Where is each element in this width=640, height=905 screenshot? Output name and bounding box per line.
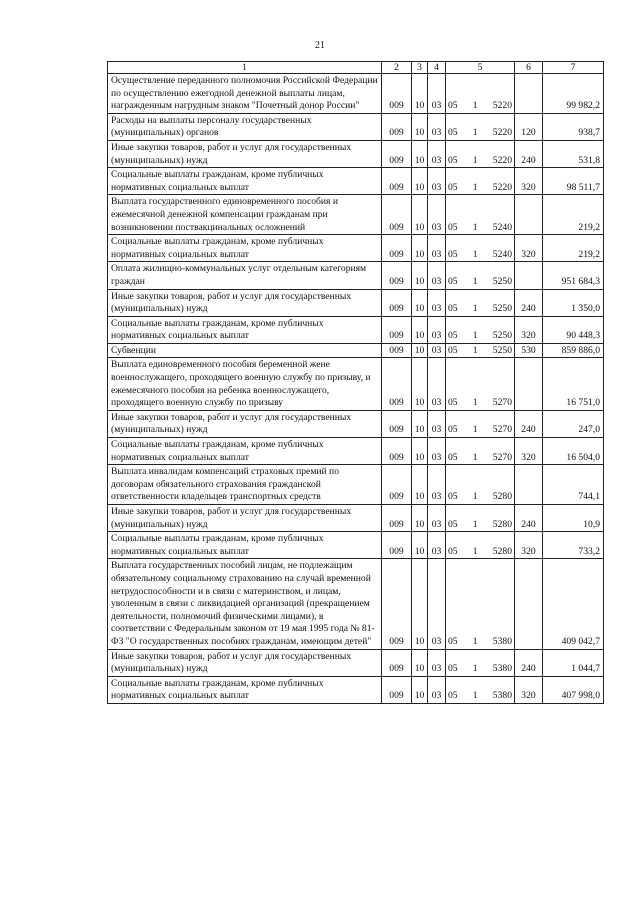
row-target-article-part: 1 — [472, 663, 478, 675]
row-target-article-part: 5250 — [492, 330, 512, 342]
row-expense-type-cell: 120 — [515, 113, 543, 140]
row-section-cell: 10 — [412, 358, 428, 410]
row-expense-type-cell — [515, 559, 543, 649]
row-target-article-part: 5270 — [492, 397, 512, 409]
row-target-article-cell — [446, 410, 515, 437]
row-target-article-part: 5280 — [492, 491, 512, 503]
row-target-article-cell — [446, 649, 515, 676]
row-amount-cell: 951 684,3 — [543, 262, 604, 289]
row-name-cell: Выплата государственного единовременного пособия и ежемесячной денежной компенсации гражданам при возникновении поствакцинальных осложнений — [108, 195, 382, 235]
row-section-cell: 10 — [412, 74, 428, 114]
row-name-cell: Социальные выплаты гражданам, кроме публичных нормативных социальных выплат — [108, 168, 382, 195]
row-target-article-part: 5250 — [492, 275, 512, 287]
table-row — [108, 235, 604, 262]
row-target-article-part: 05 — [448, 330, 458, 342]
row-code-cell: 009 — [382, 465, 412, 505]
row-target-article-part: 05 — [448, 397, 458, 409]
row-amount-cell: 744,1 — [543, 465, 604, 505]
table-row — [108, 289, 604, 316]
row-code-cell: 009 — [382, 676, 412, 703]
row-target-article-part: 5220 — [492, 181, 512, 193]
row-subsection-cell: 03 — [428, 465, 446, 505]
row-subsection-cell: 03 — [428, 358, 446, 410]
row-target-article-part: 5280 — [492, 518, 512, 530]
row-code-cell: 009 — [382, 649, 412, 676]
row-subsection-cell: 03 — [428, 140, 446, 167]
row-code-cell: 009 — [382, 74, 412, 114]
table-row — [108, 358, 604, 410]
row-target-article-part: 1 — [472, 690, 478, 702]
row-code-cell: 009 — [382, 140, 412, 167]
row-target-article-cell — [446, 559, 515, 649]
table-body — [108, 62, 604, 704]
budget-table — [107, 61, 604, 704]
row-name-cell: Социальные выплаты гражданам, кроме публичных нормативных социальных выплат — [108, 235, 382, 262]
row-section-cell: 10 — [412, 676, 428, 703]
row-target-article-part: 5240 — [492, 221, 512, 233]
column-header-1: 1 — [108, 62, 382, 74]
row-subsection-cell: 03 — [428, 316, 446, 343]
row-code-cell: 009 — [382, 113, 412, 140]
row-amount-cell: 98 511,7 — [543, 168, 604, 195]
row-expense-type-cell: 240 — [515, 410, 543, 437]
row-target-article-part: 5380 — [492, 663, 512, 675]
row-target-article-part: 1 — [472, 424, 478, 436]
table-row — [108, 676, 604, 703]
row-expense-type-cell: 320 — [515, 235, 543, 262]
row-target-article-cell — [446, 358, 515, 410]
row-subsection-cell: 03 — [428, 505, 446, 532]
row-expense-type-cell — [515, 465, 543, 505]
row-target-article-part: 5270 — [492, 424, 512, 436]
row-section-cell: 10 — [412, 465, 428, 505]
row-target-article-part: 5250 — [492, 344, 512, 356]
column-header-3: 3 — [412, 62, 428, 74]
row-subsection-cell: 03 — [428, 289, 446, 316]
row-expense-type-cell — [515, 74, 543, 114]
column-header-2: 2 — [382, 62, 412, 74]
page-number: 21 — [315, 40, 325, 51]
table-row — [108, 649, 604, 676]
row-section-cell: 10 — [412, 235, 428, 262]
row-target-article-part: 1 — [472, 518, 478, 530]
row-code-cell: 009 — [382, 358, 412, 410]
row-subsection-cell: 03 — [428, 113, 446, 140]
row-target-article-part: 05 — [448, 181, 458, 193]
row-expense-type-cell: 320 — [515, 532, 543, 559]
row-target-article-part: 1 — [472, 344, 478, 356]
row-code-cell: 009 — [382, 168, 412, 195]
row-expense-type-cell: 240 — [515, 140, 543, 167]
row-subsection-cell: 03 — [428, 74, 446, 114]
row-target-article-part: 1 — [472, 491, 478, 503]
column-header-6: 6 — [515, 62, 543, 74]
row-name-cell: Иные закупки товаров, работ и услуг для государственных (муниципальных) нужд — [108, 649, 382, 676]
row-target-article-part: 05 — [448, 663, 458, 675]
row-target-article-part: 05 — [448, 221, 458, 233]
row-subsection-cell: 03 — [428, 410, 446, 437]
row-code-cell: 009 — [382, 532, 412, 559]
row-target-article-part: 1 — [472, 221, 478, 233]
row-name-cell: Социальные выплаты гражданам, кроме публичных нормативных социальных выплат — [108, 676, 382, 703]
row-section-cell: 10 — [412, 343, 428, 358]
row-code-cell: 009 — [382, 289, 412, 316]
row-amount-cell: 531,8 — [543, 140, 604, 167]
row-target-article-cell — [446, 505, 515, 532]
row-subsection-cell: 03 — [428, 262, 446, 289]
row-code-cell: 009 — [382, 410, 412, 437]
row-target-article-cell — [446, 532, 515, 559]
row-subsection-cell: 03 — [428, 676, 446, 703]
row-target-article-part: 05 — [448, 518, 458, 530]
row-code-cell: 009 — [382, 559, 412, 649]
row-code-cell: 009 — [382, 343, 412, 358]
row-expense-type-cell: 320 — [515, 676, 543, 703]
row-amount-cell: 90 448,3 — [543, 316, 604, 343]
row-name-cell: Выплата государственных пособий лицам, не подлежащим обязательному социальному страхованию на случай временной нетрудоспособности и в связи с материнством, и лицам, уволенным в связи с ликвидацией организаций (прекращением деятельности, полномочий физическими лицами), в соответствии с Федеральным законом от 19 мая 1995 года № 81-ФЗ "О государственных пособиях гражданам, имеющим детей" — [108, 559, 382, 649]
row-target-article-part: 05 — [448, 100, 458, 112]
row-subsection-cell: 03 — [428, 343, 446, 358]
row-amount-cell: 16 751,0 — [543, 358, 604, 410]
row-target-article-cell — [446, 74, 515, 114]
row-subsection-cell: 03 — [428, 438, 446, 465]
row-target-article-part: 1 — [472, 635, 478, 647]
row-target-article-part: 1 — [472, 545, 478, 557]
table-row — [108, 140, 604, 167]
row-name-cell: Социальные выплаты гражданам, кроме публичных нормативных социальных выплат — [108, 438, 382, 465]
row-code-cell: 009 — [382, 195, 412, 235]
row-target-article-part: 1 — [472, 100, 478, 112]
row-expense-type-cell: 240 — [515, 505, 543, 532]
row-section-cell: 10 — [412, 140, 428, 167]
row-name-cell: Выплата инвалидам компенсаций страховых премий по договорам обязательного страхования гражданской ответственности владельцев транспортных средств — [108, 465, 382, 505]
row-target-article-cell — [446, 438, 515, 465]
row-target-article-part: 1 — [472, 127, 478, 139]
table-row — [108, 113, 604, 140]
row-target-article-cell — [446, 113, 515, 140]
row-name-cell: Иные закупки товаров, работ и услуг для государственных (муниципальных) нужд — [108, 410, 382, 437]
row-target-article-part: 05 — [448, 248, 458, 260]
row-target-article-cell — [446, 289, 515, 316]
row-expense-type-cell — [515, 195, 543, 235]
row-target-article-part: 5380 — [492, 690, 512, 702]
row-amount-cell: 733,2 — [543, 532, 604, 559]
row-subsection-cell: 03 — [428, 532, 446, 559]
table-row — [108, 262, 604, 289]
row-target-article-cell — [446, 316, 515, 343]
row-section-cell: 10 — [412, 532, 428, 559]
row-code-cell: 009 — [382, 505, 412, 532]
row-amount-cell: 219,2 — [543, 195, 604, 235]
row-name-cell: Социальные выплаты гражданам, кроме публичных нормативных социальных выплат — [108, 532, 382, 559]
row-expense-type-cell: 320 — [515, 438, 543, 465]
row-target-article-part: 5240 — [492, 248, 512, 260]
row-target-article-cell — [446, 343, 515, 358]
row-amount-cell: 409 042,7 — [543, 559, 604, 649]
table-row — [108, 505, 604, 532]
row-target-article-part: 05 — [448, 127, 458, 139]
row-target-article-part: 05 — [448, 690, 458, 702]
row-target-article-part: 1 — [472, 275, 478, 287]
column-header-7: 7 — [543, 62, 604, 74]
row-expense-type-cell: 320 — [515, 316, 543, 343]
row-target-article-cell — [446, 140, 515, 167]
row-expense-type-cell: 240 — [515, 289, 543, 316]
row-target-article-part: 05 — [448, 635, 458, 647]
row-expense-type-cell: 530 — [515, 343, 543, 358]
row-target-article-part: 05 — [448, 303, 458, 315]
row-section-cell: 10 — [412, 113, 428, 140]
row-target-article-part: 05 — [448, 491, 458, 503]
row-target-article-part: 1 — [472, 303, 478, 315]
row-amount-cell: 247,0 — [543, 410, 604, 437]
row-code-cell: 009 — [382, 235, 412, 262]
row-amount-cell: 10,9 — [543, 505, 604, 532]
row-target-article-part: 05 — [448, 451, 458, 463]
row-target-article-cell — [446, 235, 515, 262]
row-section-cell: 10 — [412, 505, 428, 532]
row-subsection-cell: 03 — [428, 168, 446, 195]
row-section-cell: 10 — [412, 438, 428, 465]
row-target-article-cell — [446, 195, 515, 235]
row-section-cell: 10 — [412, 559, 428, 649]
row-target-article-cell — [446, 676, 515, 703]
column-header-4: 4 — [428, 62, 446, 74]
row-name-cell: Социальные выплаты гражданам, кроме публичных нормативных социальных выплат — [108, 316, 382, 343]
row-target-article-part: 1 — [472, 181, 478, 193]
row-amount-cell: 1 350,0 — [543, 289, 604, 316]
row-name-cell: Иные закупки товаров, работ и услуг для государственных (муниципальных) нужд — [108, 140, 382, 167]
row-section-cell: 10 — [412, 649, 428, 676]
row-subsection-cell: 03 — [428, 649, 446, 676]
row-target-article-part: 05 — [448, 424, 458, 436]
row-target-article-part: 05 — [448, 154, 458, 166]
row-section-cell: 10 — [412, 195, 428, 235]
table-row — [108, 74, 604, 114]
row-target-article-cell — [446, 262, 515, 289]
row-section-cell: 10 — [412, 168, 428, 195]
row-target-article-part: 1 — [472, 330, 478, 342]
table-row — [108, 343, 604, 358]
row-amount-cell: 99 982,2 — [543, 74, 604, 114]
row-target-article-cell — [446, 465, 515, 505]
row-name-cell: Оплата жилищно-коммунальных услуг отдельным категориям граждан — [108, 262, 382, 289]
row-target-article-part: 05 — [448, 545, 458, 557]
row-code-cell: 009 — [382, 262, 412, 289]
column-header-5: 5 — [446, 62, 515, 74]
table-row — [108, 532, 604, 559]
row-expense-type-cell: 240 — [515, 649, 543, 676]
row-target-article-part: 5380 — [492, 635, 512, 647]
row-code-cell: 009 — [382, 316, 412, 343]
row-code-cell: 009 — [382, 438, 412, 465]
table-row — [108, 559, 604, 649]
row-name-cell: Расходы на выплаты персоналу государственных (муниципальных) органов — [108, 113, 382, 140]
row-target-article-part: 05 — [448, 344, 458, 356]
row-target-article-part: 5280 — [492, 545, 512, 557]
row-subsection-cell: 03 — [428, 195, 446, 235]
row-expense-type-cell — [515, 262, 543, 289]
row-subsection-cell: 03 — [428, 559, 446, 649]
row-subsection-cell: 03 — [428, 235, 446, 262]
row-target-article-part: 05 — [448, 275, 458, 287]
row-target-article-part: 1 — [472, 451, 478, 463]
row-target-article-part: 1 — [472, 154, 478, 166]
row-section-cell: 10 — [412, 410, 428, 437]
row-target-article-part: 5220 — [492, 100, 512, 112]
row-name-cell: Иные закупки товаров, работ и услуг для государственных (муниципальных) нужд — [108, 289, 382, 316]
row-name-cell: Иные закупки товаров, работ и услуг для государственных (муниципальных) нужд — [108, 505, 382, 532]
table-row — [108, 410, 604, 437]
row-target-article-part: 5250 — [492, 303, 512, 315]
row-section-cell: 10 — [412, 262, 428, 289]
row-amount-cell: 859 886,0 — [543, 343, 604, 358]
row-amount-cell: 16 504,0 — [543, 438, 604, 465]
row-target-article-part: 5220 — [492, 127, 512, 139]
row-name-cell: Выплата единовременного пособия беременной жене военнослужащего, проходящего военную службу по призыву, и ежемесячного пособия на ребенка военнослужащего, проходящего военную службу по призыву — [108, 358, 382, 410]
row-expense-type-cell — [515, 358, 543, 410]
row-amount-cell: 938,7 — [543, 113, 604, 140]
row-target-article-part: 1 — [472, 248, 478, 260]
table-row — [108, 438, 604, 465]
row-target-article-cell — [446, 168, 515, 195]
table-row — [108, 195, 604, 235]
row-section-cell: 10 — [412, 289, 428, 316]
row-target-article-part: 5270 — [492, 451, 512, 463]
row-amount-cell: 1 044,7 — [543, 649, 604, 676]
table-row — [108, 465, 604, 505]
row-target-article-part: 5220 — [492, 154, 512, 166]
row-target-article-part: 1 — [472, 397, 478, 409]
table-row — [108, 316, 604, 343]
table-row — [108, 168, 604, 195]
row-name-cell: Осуществление переданного полномочия Российской Федерации по осуществлению ежегодной денежной выплаты лицам, награжденным нагрудным знаком "Почетный донор России" — [108, 74, 382, 114]
row-section-cell: 10 — [412, 316, 428, 343]
row-expense-type-cell: 320 — [515, 168, 543, 195]
row-amount-cell: 407 998,0 — [543, 676, 604, 703]
row-amount-cell: 219,2 — [543, 235, 604, 262]
row-name-cell: Субвенции — [108, 343, 382, 358]
table-header-row — [108, 62, 604, 74]
